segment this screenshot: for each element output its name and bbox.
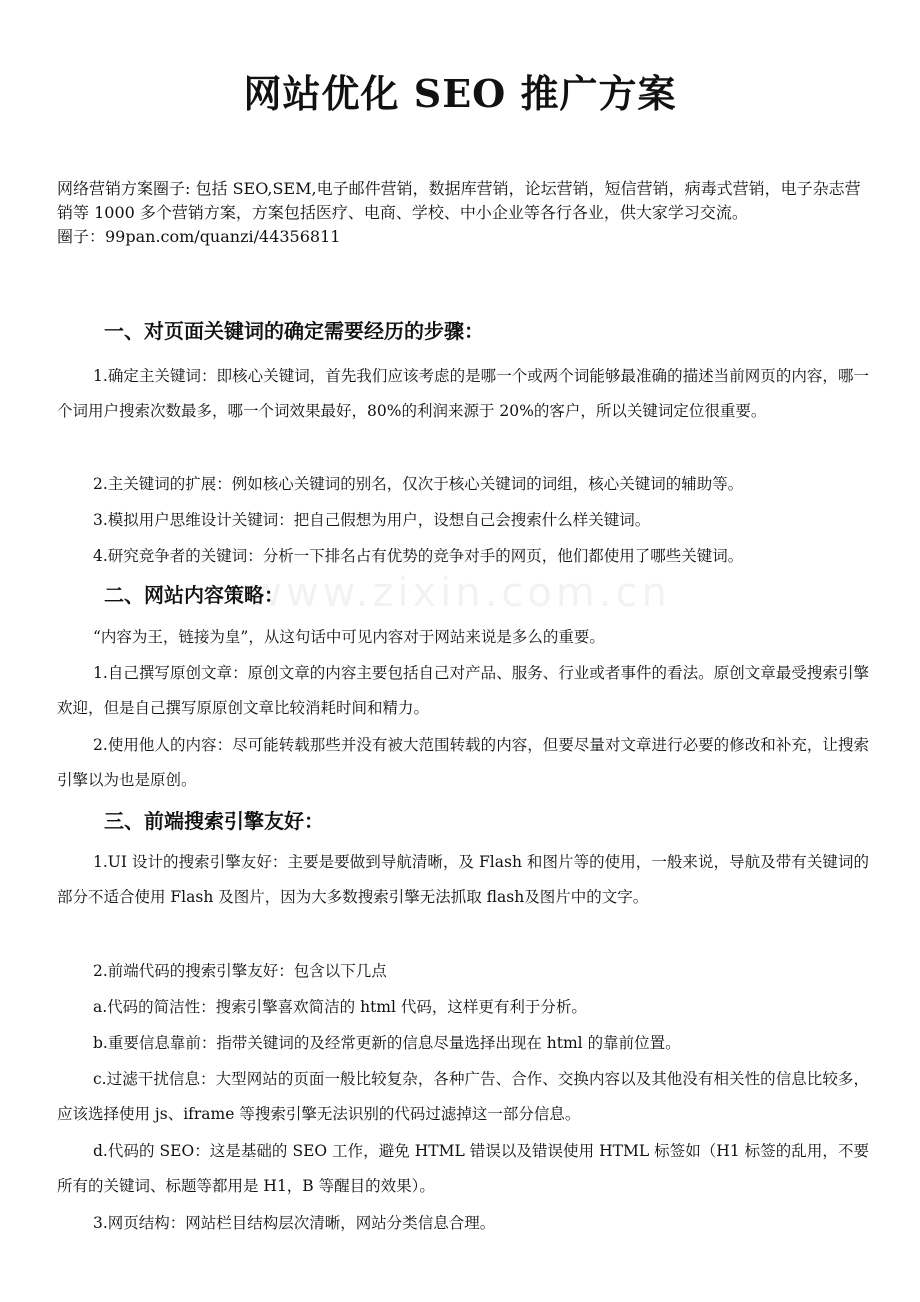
paragraph: b.重要信息靠前：指带关键词的及经常更新的信息尽量选择出现在 html 的靠前位置。 bbox=[93, 1034, 681, 1052]
intro-text: 网络营销方案圈子: 包括 SEO,SEM,电子邮件营销，数据库营销，论坛营销，短信营销，病毒式营销，电子杂志营销等 1000 多个营销方案，方案包括医疗、电商、学校、中小企业等各行各业，供大家学习交流。 bbox=[57, 179, 861, 222]
paragraph: 2.前端代码的搜索引擎友好：包含以下几点 bbox=[93, 962, 387, 980]
section-heading-content: 二、网站内容策略： bbox=[104, 583, 284, 607]
paragraph: 1.UI 设计的搜索引擎友好：主要是要做到导航清晰，及 Flash 和图片等的使用，一般来说，导航及带有关键词的部分不适合使用 Flash 及图片，因为大多数搜索引擎无法抓取 flash及图片中的文字。 bbox=[57, 853, 869, 906]
paragraph: c.过滤干扰信息：大型网站的页面一般比较复杂，各种广告、合作、交换内容以及其他没有相关性的信息比较多，应该选择使用 js、iframe 等搜索引擎无法识别的代码过滤掉这一部分信息。 bbox=[57, 1070, 869, 1123]
paragraph: 1.自己撰写原创文章：原创文章的内容主要包括自己对产品、服务、行业或者事件的看法。原创文章最受搜索引擎欢迎，但是自己撰写原原创文章比较消耗时间和精力。 bbox=[57, 664, 869, 717]
paragraph: 4.研究竞争者的关键词：分析一下排名占有优势的竞争对手的网页，他们都使用了哪些关键词。 bbox=[93, 547, 744, 565]
section-heading-keywords: 一、对页面关键词的确定需要经历的步骤： bbox=[104, 319, 484, 343]
paragraph: 3.模拟用户思维设计关键词：把自己假想为用户，设想自己会搜索什么样关键词。 bbox=[93, 511, 651, 529]
circle-link-text: 圈子：99pan.com/quanzi/44356811 bbox=[57, 227, 341, 246]
paragraph: 2.主关键词的扩展：例如核心关键词的别名，仅次于核心关键词的词组，核心关键词的辅助等。 bbox=[93, 475, 744, 493]
paragraph: “内容为王，链接为皇”，从这句话中可见内容对于网站来说是多么的重要。 bbox=[93, 628, 605, 646]
document-title: 网站优化 SEO 推广方案 bbox=[243, 71, 677, 116]
paragraph: d.代码的 SEO：这是基础的 SEO 工作，避免 HTML 错误以及错误使用 HTML 标签如（H1 标签的乱用，不要所有的关键词、标题等都用是 H1，B 等醒目的效果）。 bbox=[57, 1142, 869, 1195]
paragraph: 1.确定主关键词：即核心关键词，首先我们应该考虑的是哪一个或两个词能够最准确的描述当前网页的内容，哪一个词用户搜索次数最多，哪一个词效果最好，80%的利润来源于 20%的客户，所以关键词定位很重要。 bbox=[57, 367, 869, 420]
section-heading-frontend: 三、前端搜索引擎友好： bbox=[104, 809, 324, 833]
watermark: www.zixin.com.cn bbox=[249, 570, 671, 616]
paragraph: a.代码的简洁性：搜索引擎喜欢简洁的 html 代码，这样更有利于分析。 bbox=[93, 998, 587, 1016]
paragraph: 2.使用他人的内容：尽可能转载那些并没有被大范围转载的内容，但要尽量对文章进行必要的修改和补充，让搜索引擎以为也是原创。 bbox=[57, 736, 869, 789]
paragraph: 3.网页结构：网站栏目结构层次清晰，网站分类信息合理。 bbox=[93, 1214, 496, 1232]
intro-block bbox=[57, 177, 867, 249]
